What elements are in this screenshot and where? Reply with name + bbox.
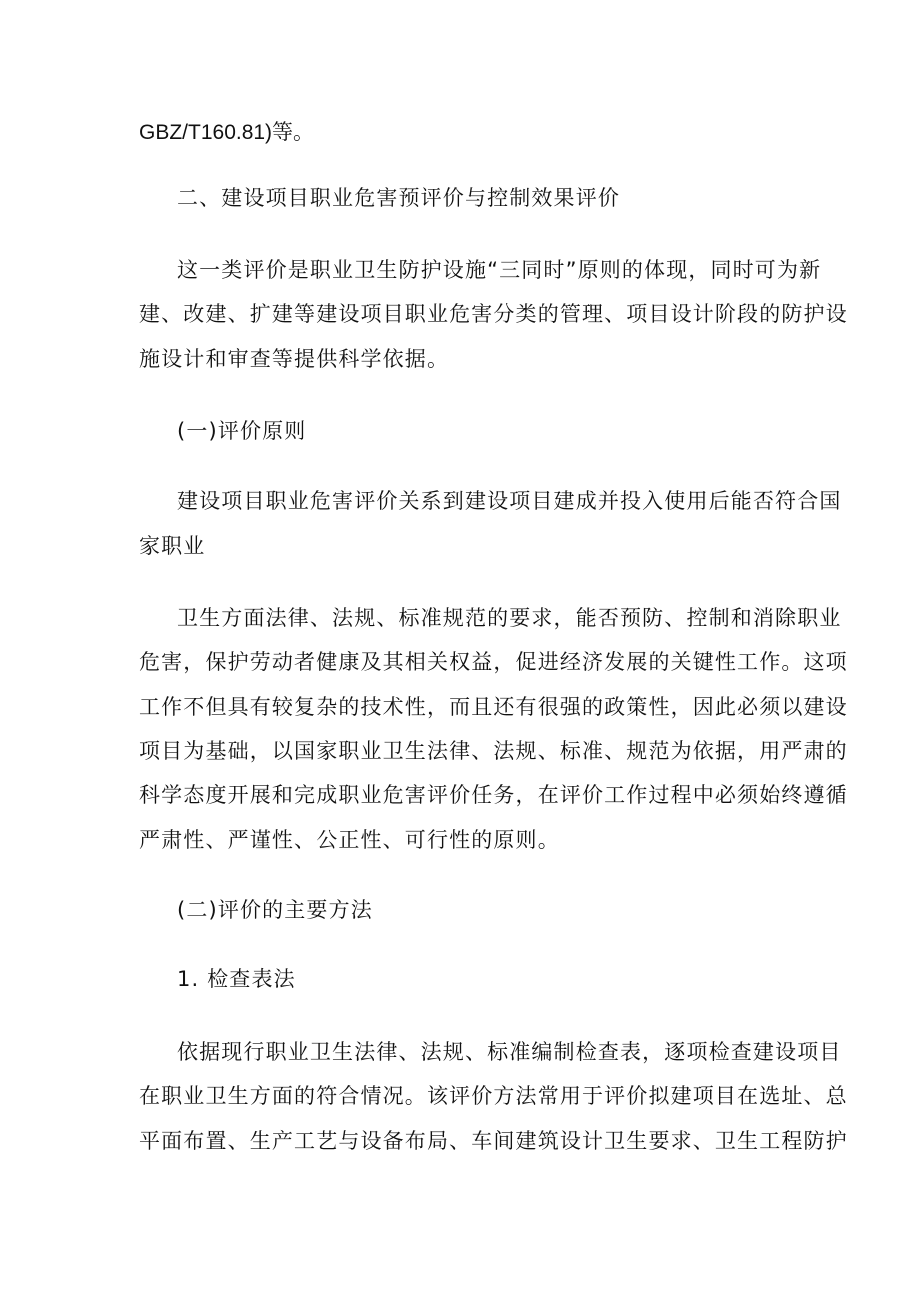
method-heading-1: 1. 检查表法 [177, 967, 296, 991]
paragraph-3-line-6: 严肃性、严谨性、公正性、可行性的原则。 [139, 828, 560, 852]
text-line-standard-ref: GBZ/T160.81)等。 [139, 121, 315, 144]
paragraph-3-line-4: 项目为基础，以国家职业卫生法律、法规、标准、规范为依据，用严肃的 [139, 739, 848, 763]
paragraph-3-line-5: 科学态度开展和完成职业危害评价任务，在评价工作过程中必须始终遵循 [139, 783, 848, 807]
paragraph-1-line-1: 这一类评价是职业卫生防护设施“三同时”原则的体现，同时可为新 [177, 258, 822, 282]
paragraph-4-line-1: 依据现行职业卫生法律、法规、标准编制检查表，逐项检查建设项目 [177, 1040, 842, 1064]
paragraph-3-line-1: 卫生方面法律、法规、标准规范的要求，能否预防、控制和消除职业 [177, 606, 842, 630]
paragraph-4-line-3: 平面布置、生产工艺与设备布局、车间建筑设计卫生要求、卫生工程防护 [139, 1129, 848, 1153]
paragraph-3-line-3: 工作不但具有较复杂的技术性，而且还有很强的政策性，因此必须以建设 [139, 695, 848, 719]
paragraph-2-line-1: 建设项目职业危害评价关系到建设项目建成并投入使用后能否符合国 [177, 489, 842, 513]
paragraph-3-line-2: 危害，保护劳动者健康及其相关权益，促进经济发展的关键性工作。这项 [139, 650, 848, 674]
section-heading-2: 二、建设项目职业危害预评价与控制效果评价 [177, 186, 620, 210]
paragraph-4-line-2: 在职业卫生方面的符合情况。该评价方法常用于评价拟建项目在选址、总 [139, 1084, 848, 1108]
subsection-heading-1: (一)评价原则 [177, 419, 307, 443]
paragraph-1-line-2: 建、改建、扩建等建设项目职业危害分类的管理、项目设计阶段的防护设 [139, 302, 848, 326]
paragraph-2-line-2: 家职业 [139, 534, 206, 558]
subsection-heading-2: (二)评价的主要方法 [177, 898, 373, 922]
paragraph-1-line-3: 施设计和审查等提供科学依据。 [139, 347, 450, 371]
